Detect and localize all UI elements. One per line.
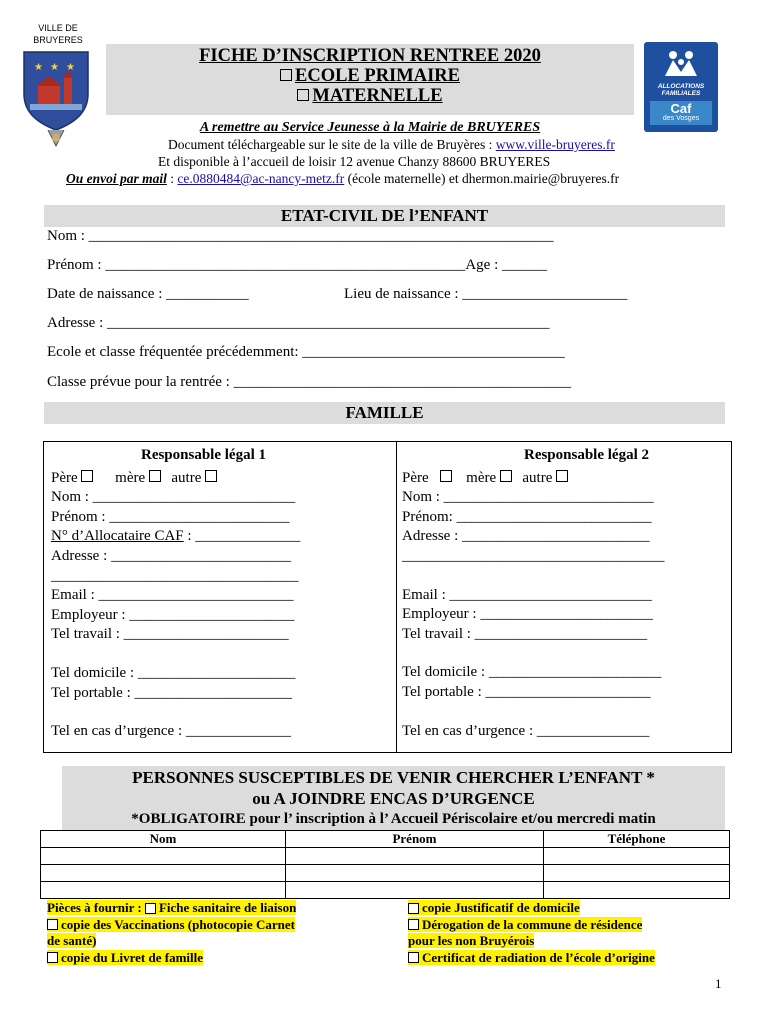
- checkbox-maternelle[interactable]: [297, 89, 309, 101]
- piece-fiche-sanitaire[interactable]: Pièces à fournir : Fiche sanitaire de liaison: [47, 900, 297, 915]
- title-line: FICHE D’INSCRIPTION RENTREE 2020: [199, 46, 541, 66]
- ville-website-link[interactable]: www.ville-bruyeres.fr: [495, 137, 615, 152]
- checkbox-livret-famille[interactable]: [47, 952, 58, 963]
- page-number: 1: [715, 976, 722, 991]
- piece-livret-famille[interactable]: copie du Livret de famille: [47, 950, 357, 967]
- r1-caf-field[interactable]: N° d’Allocataire CAF : ______________: [51, 528, 301, 545]
- col-telephone: Téléphone: [544, 831, 730, 848]
- r2-autre-checkbox[interactable]: [556, 470, 568, 482]
- svg-text:★: ★: [50, 62, 59, 73]
- cell-prenom[interactable]: [286, 882, 544, 899]
- caf-family-icon: [661, 48, 701, 78]
- responsable-2-title: Responsable légal 2: [523, 447, 649, 463]
- document-line: Document téléchargeable sur le site de la ville de Bruyères : www.ville-bruyeres.fr: [168, 137, 615, 152]
- classe-prevue-field[interactable]: Classe prévue pour la rentrée : _____________________________________________: [47, 374, 572, 390]
- remettre-note: A remettre au Service Jeunesse à la Mairie de BRUYERES: [199, 120, 541, 135]
- r1-adresse-field[interactable]: Adresse : ________________________: [51, 547, 291, 564]
- mail-line: Ou envoi par mail : ce.0880484@ac-nancy-metz.fr (école maternelle) et dhermon.mairie@bruyeres.fr: [66, 171, 620, 186]
- table-row: [41, 848, 730, 865]
- r2-tel-urgence-field[interactable]: Tel en cas d’urgence : _______________: [402, 722, 650, 739]
- piece-vaccinations[interactable]: copie des Vaccinations (photocopie Carnet: [47, 917, 357, 934]
- option-ecole-primaire[interactable]: ECOLE PRIMAIRE: [106, 66, 634, 86]
- r1-adresse-line2[interactable]: _________________________________: [51, 567, 299, 584]
- r2-pere-checkbox[interactable]: [440, 470, 452, 482]
- svg-text:★: ★: [34, 62, 43, 73]
- col-nom: Nom: [41, 831, 286, 848]
- cell-nom[interactable]: [41, 865, 286, 882]
- lieu-naissance-field[interactable]: Lieu de naissance : ______________________: [344, 286, 628, 302]
- r2-employeur-field[interactable]: Employeur : _______________________: [402, 606, 653, 623]
- pieces-right: copie Justificatif de domicile Dérogation de la commune de résidence pour les non Bruyérois Certificat de radiation de l’école d’origine: [408, 900, 718, 966]
- personnes-table: [40, 830, 730, 899]
- r2-tel-travail-field[interactable]: Tel travail : _______________________: [402, 625, 648, 642]
- cell-telephone[interactable]: [544, 882, 730, 899]
- r1-autre-checkbox[interactable]: [205, 470, 217, 482]
- r2-adresse-line2[interactable]: ___________________________________: [402, 547, 665, 564]
- checkbox-vaccinations[interactable]: [47, 919, 58, 930]
- ecole-precedente-field[interactable]: Ecole et classe fréquentée précédemment: ___________________________________: [47, 344, 565, 360]
- r1-nom-field[interactable]: Nom : ___________________________: [51, 489, 296, 506]
- checkbox-certificat-radiation[interactable]: [408, 952, 419, 963]
- r1-parent-choice: Père mère autre: [51, 469, 396, 489]
- r2-nom-field[interactable]: Nom : ____________________________: [402, 489, 654, 506]
- cell-prenom[interactable]: [286, 865, 544, 882]
- piece-justificatif-domicile[interactable]: copie Justificatif de domicile: [408, 900, 718, 917]
- piece-derogation[interactable]: Dérogation de la commune de résidence: [408, 917, 718, 934]
- checkbox-derogation[interactable]: [408, 919, 419, 930]
- adresse-field[interactable]: Adresse : ___________________________________________________________: [47, 315, 550, 331]
- r2-tel-domicile-field[interactable]: Tel domicile : _______________________: [402, 664, 662, 681]
- r1-mere-checkbox[interactable]: [149, 470, 161, 482]
- disponible-line: Et disponible à l’accueil de loisir 12 avenue Chanzy 88600 BRUYERES: [158, 154, 551, 169]
- section-heading-famille: FAMILLE: [44, 402, 725, 424]
- svg-text:★: ★: [66, 62, 75, 73]
- town-name: VILLE DE BRUYERES: [33, 23, 83, 45]
- cell-telephone[interactable]: [544, 865, 730, 882]
- responsable-2: [397, 442, 732, 753]
- r2-prenom-field[interactable]: Prénom: __________________________: [402, 508, 652, 525]
- section-heading-etat-civil: ETAT-CIVIL DE l’ENFANT: [44, 205, 725, 227]
- r1-email-field[interactable]: Email : __________________________: [51, 587, 294, 604]
- piece-certificat-radiation[interactable]: Certificat de radiation de l’école d’origine: [408, 950, 718, 967]
- r1-tel-travail-field[interactable]: Tel travail : ______________________: [51, 626, 289, 643]
- nom-field[interactable]: Nom : ______________________________________________________________: [47, 228, 554, 244]
- prenom-age-field[interactable]: Prénom : ________________________________________________Age : ______: [47, 257, 547, 273]
- option-maternelle[interactable]: MATERNELLE: [106, 86, 634, 106]
- r1-employeur-field[interactable]: Employeur : ______________________: [51, 606, 295, 623]
- col-prenom: Prénom: [286, 831, 544, 848]
- checkbox-fiche-sanitaire[interactable]: [145, 903, 156, 914]
- pieces-left: Pièces à fournir : Fiche sanitaire de liaison copie des Vaccinations (photocopie Carnet de santé) copie du Livret de famille: [47, 900, 357, 966]
- r1-tel-domicile-field[interactable]: Tel domicile : _____________________: [51, 664, 296, 681]
- responsable-1: [44, 442, 397, 753]
- cell-nom[interactable]: [41, 848, 286, 865]
- r1-prenom-field[interactable]: Prénom : ________________________: [51, 508, 290, 525]
- town-crest-logo: [20, 50, 92, 150]
- r2-mere-checkbox[interactable]: [500, 470, 512, 482]
- responsable-1-title: Responsable légal 1: [140, 447, 266, 463]
- section-heading-personnes: PERSONNES SUSCEPTIBLES DE VENIR CHERCHER L’ENFANT * ou A JOINDRE ENCAS D’URGENCE *OBLIGATOIRE pour l’ inscription à l’ Accueil Périscolaire et/ou mercredi matin: [62, 766, 725, 830]
- r1-tel-urgence-field[interactable]: Tel en cas d’urgence : ______________: [51, 723, 291, 740]
- checkbox-ecole-primaire[interactable]: [280, 69, 292, 81]
- r2-parent-choice: Père mère autre: [402, 469, 731, 489]
- email-link[interactable]: ce.0880484@ac-nancy-metz.fr: [177, 171, 345, 186]
- r2-tel-portable-field[interactable]: Tel portable : ______________________: [402, 683, 651, 700]
- caf-logo: ALLOCATIONS FAMILIALES Caf des Vosges: [644, 42, 718, 132]
- cell-prenom[interactable]: [286, 848, 544, 865]
- checkbox-justificatif-domicile[interactable]: [408, 903, 419, 914]
- date-naissance-field[interactable]: Date de naissance : ___________: [47, 286, 249, 302]
- r1-tel-portable-field[interactable]: Tel portable : _____________________: [51, 684, 293, 701]
- responsables-table: [43, 441, 732, 753]
- r2-email-field[interactable]: Email : ___________________________: [402, 586, 652, 603]
- r2-adresse-field[interactable]: Adresse : _________________________: [402, 528, 650, 545]
- table-row: [41, 865, 730, 882]
- r1-pere-checkbox[interactable]: [81, 470, 93, 482]
- table-row: [41, 882, 730, 899]
- cell-telephone[interactable]: [544, 848, 730, 865]
- cell-nom[interactable]: [41, 882, 286, 899]
- title-block: [106, 44, 634, 115]
